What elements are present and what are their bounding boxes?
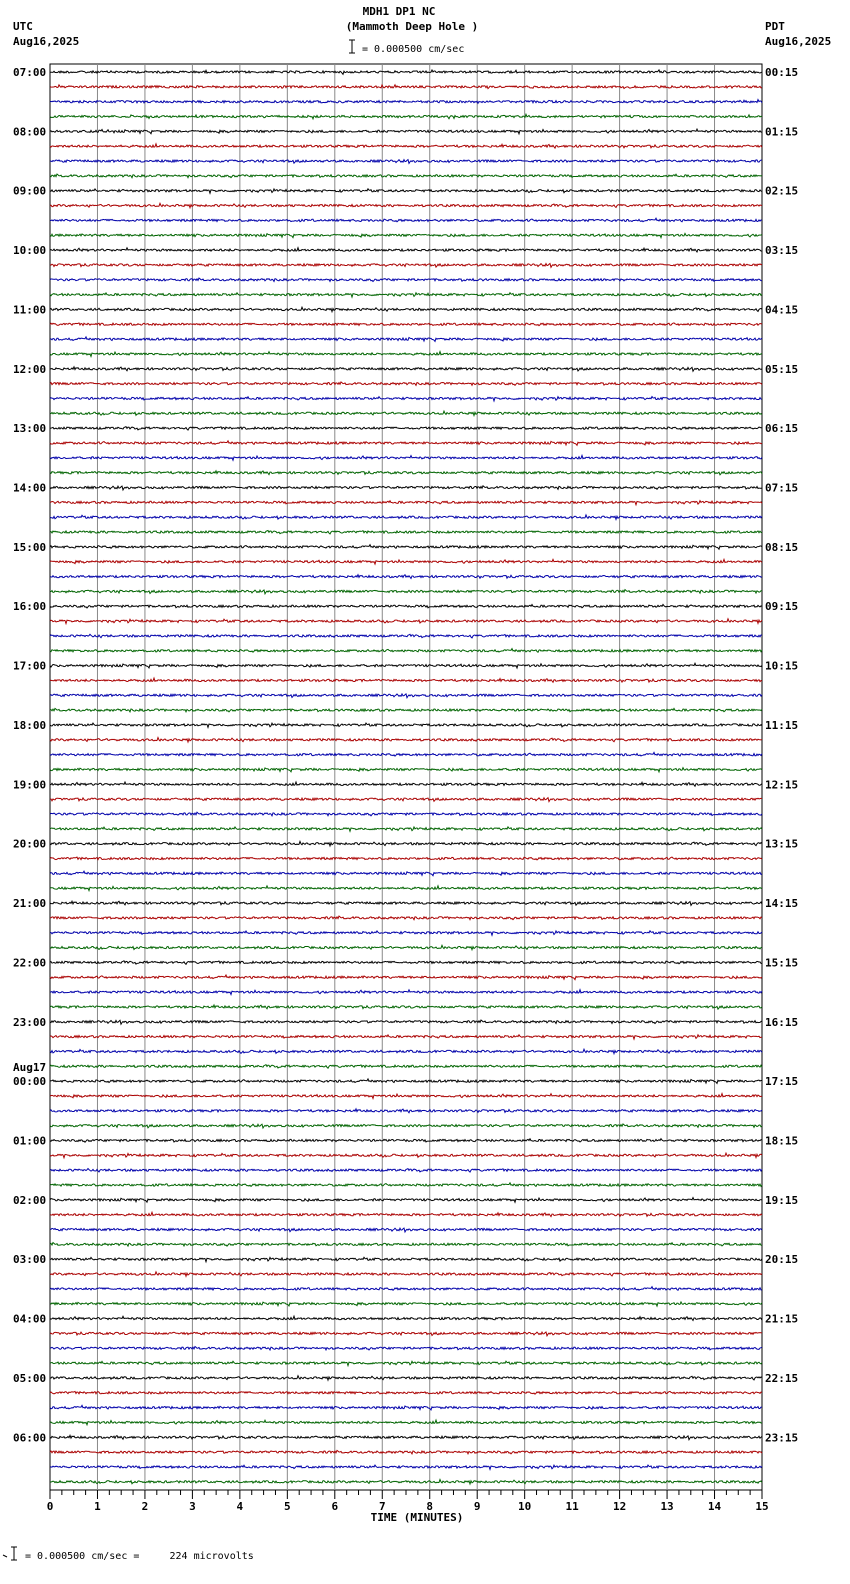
seismic-trace [50, 264, 762, 268]
seismic-trace [50, 1272, 762, 1276]
pdt-hour-label: 15:15 [765, 956, 799, 970]
seismic-trace [50, 1450, 762, 1454]
seismic-trace [50, 367, 762, 371]
utc-hour-label: 22:00 [13, 956, 47, 970]
pdt-hour-label: 18:15 [765, 1134, 799, 1148]
utc-hour-label: 00:00 [13, 1075, 47, 1089]
utc-hour-label: 23:00 [13, 1015, 47, 1029]
seismic-trace [50, 1361, 762, 1365]
seismic-trace [50, 738, 762, 743]
x-tick-label: 13 [660, 1500, 674, 1513]
utc-hour-label: 14:00 [13, 481, 47, 495]
seismic-trace [50, 1035, 762, 1039]
seismic-trace [50, 827, 762, 831]
chart-title: MDH1 DP1 NC [362, 5, 436, 18]
seismic-trace [50, 619, 762, 624]
utc-hour-label: 11:00 [13, 303, 47, 317]
seismic-trace [50, 382, 762, 386]
x-tick-label: 4 [236, 1500, 244, 1513]
seismic-trace [50, 203, 762, 207]
seismic-trace [50, 916, 762, 920]
seismic-trace [50, 189, 762, 193]
seismic-trace [50, 575, 762, 579]
seismic-trace [50, 486, 762, 490]
seismic-trace [50, 411, 762, 415]
seismic-trace [50, 1065, 762, 1069]
seismic-trace [50, 114, 762, 119]
pdt-hour-label: 19:15 [765, 1193, 799, 1207]
seismic-trace [50, 85, 762, 89]
seismic-trace [50, 278, 762, 282]
seismic-trace [50, 218, 762, 222]
x-tick-label: 7 [378, 1500, 386, 1513]
seismic-trace [50, 70, 762, 74]
seismic-trace [50, 501, 762, 505]
seismic-trace [50, 1153, 762, 1158]
pdt-hour-label: 07:15 [765, 481, 799, 495]
seismic-trace [50, 471, 762, 475]
pdt-hour-label: 00:15 [765, 66, 799, 79]
x-tick-label: 6 [331, 1500, 339, 1513]
utc-hour-label: 07:00 [13, 66, 47, 79]
x-tick-label: 0 [46, 1500, 54, 1513]
seismic-trace [50, 634, 762, 638]
seismic-trace [50, 1094, 762, 1099]
x-tick-label: 1 [94, 1500, 101, 1513]
seismic-trace [50, 559, 762, 564]
x-axis-title: TIME (MINUTES) [370, 1511, 464, 1524]
pdt-hour-label: 08:15 [765, 540, 799, 554]
seismic-trace [50, 1212, 762, 1216]
pdt-hour-label: 23:15 [765, 1431, 799, 1445]
x-tick-label: 15 [755, 1500, 769, 1513]
utc-hour-label: 16:00 [13, 600, 47, 614]
x-tick-label: 12 [612, 1500, 627, 1513]
seismic-trace [50, 352, 762, 357]
seismic-trace [50, 678, 762, 682]
pdt-hour-label: 13:15 [765, 837, 799, 851]
seismic-trace [50, 307, 762, 311]
seismic-trace [50, 752, 762, 756]
seismic-trace [50, 945, 762, 949]
utc-hour-label: 02:00 [13, 1193, 47, 1207]
pdt-hour-label: 20:15 [765, 1253, 799, 1267]
seismic-trace [50, 456, 762, 461]
seismic-trace [50, 1302, 762, 1306]
seismic-trace [50, 397, 762, 401]
utc-hour-label: 06:00 [13, 1431, 47, 1445]
seismic-trace [50, 975, 762, 980]
seismic-trace [50, 1435, 762, 1439]
chart-subtitle: (Mammoth Deep Hole ) [345, 20, 479, 33]
utc-hour-label: 01:00 [13, 1134, 47, 1148]
x-tick-label: 14 [707, 1500, 722, 1513]
pdt-hour-label: 10:15 [765, 659, 799, 673]
seismic-trace [50, 129, 762, 134]
left-timezone: UTC [13, 20, 33, 33]
seismic-trace [50, 545, 762, 550]
seismic-trace [50, 841, 762, 846]
seismic-trace [50, 782, 762, 786]
pdt-hour-label: 03:15 [765, 244, 799, 258]
seismic-trace [50, 1198, 762, 1203]
seismic-trace [50, 1079, 762, 1084]
seismic-trace [50, 160, 762, 164]
seismic-trace [50, 1287, 762, 1291]
utc-hour-label: 05:00 [13, 1371, 47, 1385]
seismic-trace [50, 144, 762, 148]
seismic-trace [50, 233, 762, 237]
utc-hour-label: 13:00 [13, 422, 47, 436]
seismic-trace [50, 427, 762, 431]
seismic-trace [50, 812, 762, 816]
utc-hour-label: 10:00 [13, 244, 47, 258]
utc-hour-label: 15:00 [13, 540, 47, 554]
pdt-hour-label: 05:15 [765, 362, 799, 376]
pdt-hour-label: 16:15 [765, 1015, 799, 1029]
pdt-hour-label: 12:15 [765, 778, 799, 792]
seismic-trace [50, 1332, 762, 1336]
seismic-trace [50, 1480, 762, 1485]
utc-hour-label: 21:00 [13, 897, 47, 911]
seismic-trace [50, 604, 762, 608]
seismic-trace [50, 1005, 762, 1009]
seismic-trace [50, 1139, 762, 1143]
utc-hour-label: 17:00 [13, 659, 47, 673]
seismic-trace [50, 649, 762, 653]
pdt-hour-label: 17:15 [765, 1075, 799, 1089]
x-tick-label: 5 [284, 1500, 291, 1513]
seismic-trace [50, 337, 762, 342]
seismic-trace [50, 1124, 762, 1128]
seismic-trace [50, 1243, 762, 1247]
seismic-trace [50, 663, 762, 668]
seismic-trace [50, 174, 762, 178]
seismic-trace [50, 931, 762, 935]
seismic-trace [50, 100, 762, 104]
seismic-trace [50, 1420, 762, 1425]
right-date: Aug16,2025 [765, 35, 832, 48]
pdt-hour-label: 09:15 [765, 600, 799, 614]
seismic-trace [50, 1405, 762, 1410]
pdt-hour-label: 01:15 [765, 125, 799, 139]
left-date: Aug16,2025 [13, 35, 80, 48]
seismic-trace [50, 590, 762, 594]
seismic-trace [50, 886, 762, 891]
seismic-trace [50, 1391, 762, 1394]
pdt-hour-label: 11:15 [765, 718, 799, 732]
pdt-hour-label: 02:15 [765, 184, 799, 198]
utc-hour-label: 12:00 [13, 362, 47, 376]
seismic-trace [50, 961, 762, 965]
seismic-trace [50, 1169, 762, 1173]
utc-hour-label: 18:00 [13, 718, 47, 732]
seismic-trace [50, 1183, 762, 1187]
utc-hour-label: 20:00 [13, 837, 47, 851]
date-change-label: Aug17 [13, 1061, 47, 1075]
seismic-trace [50, 1049, 762, 1053]
seismic-trace [50, 857, 762, 860]
footer-scale-text: = 0.000500 cm/sec = 224 microvolts [25, 1551, 254, 1562]
pdt-hour-label: 04:15 [765, 303, 799, 317]
seismic-trace [50, 901, 762, 905]
plot-frame [50, 64, 762, 1490]
utc-hour-label: 03:00 [13, 1253, 47, 1267]
x-tick-label: 3 [189, 1500, 196, 1513]
seismic-trace [50, 515, 762, 520]
seismic-trace [50, 531, 762, 535]
seismic-trace [50, 1465, 762, 1469]
seismic-trace [50, 441, 762, 446]
seismic-trace [50, 871, 762, 876]
seismic-trace [50, 1347, 762, 1351]
pdt-hour-label: 22:15 [765, 1371, 799, 1385]
seismic-trace [50, 1257, 762, 1261]
utc-hour-label: 19:00 [13, 778, 47, 792]
seismic-trace [50, 1109, 762, 1113]
seismic-trace [50, 293, 762, 297]
seismic-trace [50, 1376, 762, 1380]
seismic-trace [50, 798, 762, 802]
utc-hour-label: 08:00 [13, 125, 47, 139]
x-tick-label: 2 [141, 1500, 149, 1513]
pdt-hour-label: 14:15 [765, 897, 799, 911]
scale-label: = 0.000500 cm/sec [362, 44, 465, 55]
seismic-trace [50, 1316, 762, 1320]
seismic-trace [50, 723, 762, 727]
seismic-trace [50, 248, 762, 252]
seismic-trace [50, 768, 762, 772]
seismic-trace [50, 323, 762, 326]
utc-hour-label: 09:00 [13, 184, 47, 198]
seismic-trace [50, 1228, 762, 1232]
x-tick-label: 8 [426, 1500, 434, 1513]
x-tick-label: 11 [565, 1500, 579, 1513]
right-timezone: PDT [765, 20, 785, 33]
x-tick-label: 10 [518, 1500, 532, 1513]
x-tick-label: 9 [473, 1500, 481, 1513]
seismic-trace [50, 990, 762, 995]
utc-hour-label: 04:00 [13, 1312, 47, 1326]
seismic-trace [50, 1020, 762, 1024]
seismic-trace [50, 708, 762, 712]
pdt-hour-label: 06:15 [765, 422, 799, 436]
seismic-trace [50, 694, 762, 698]
pdt-hour-label: 21:15 [765, 1312, 799, 1326]
